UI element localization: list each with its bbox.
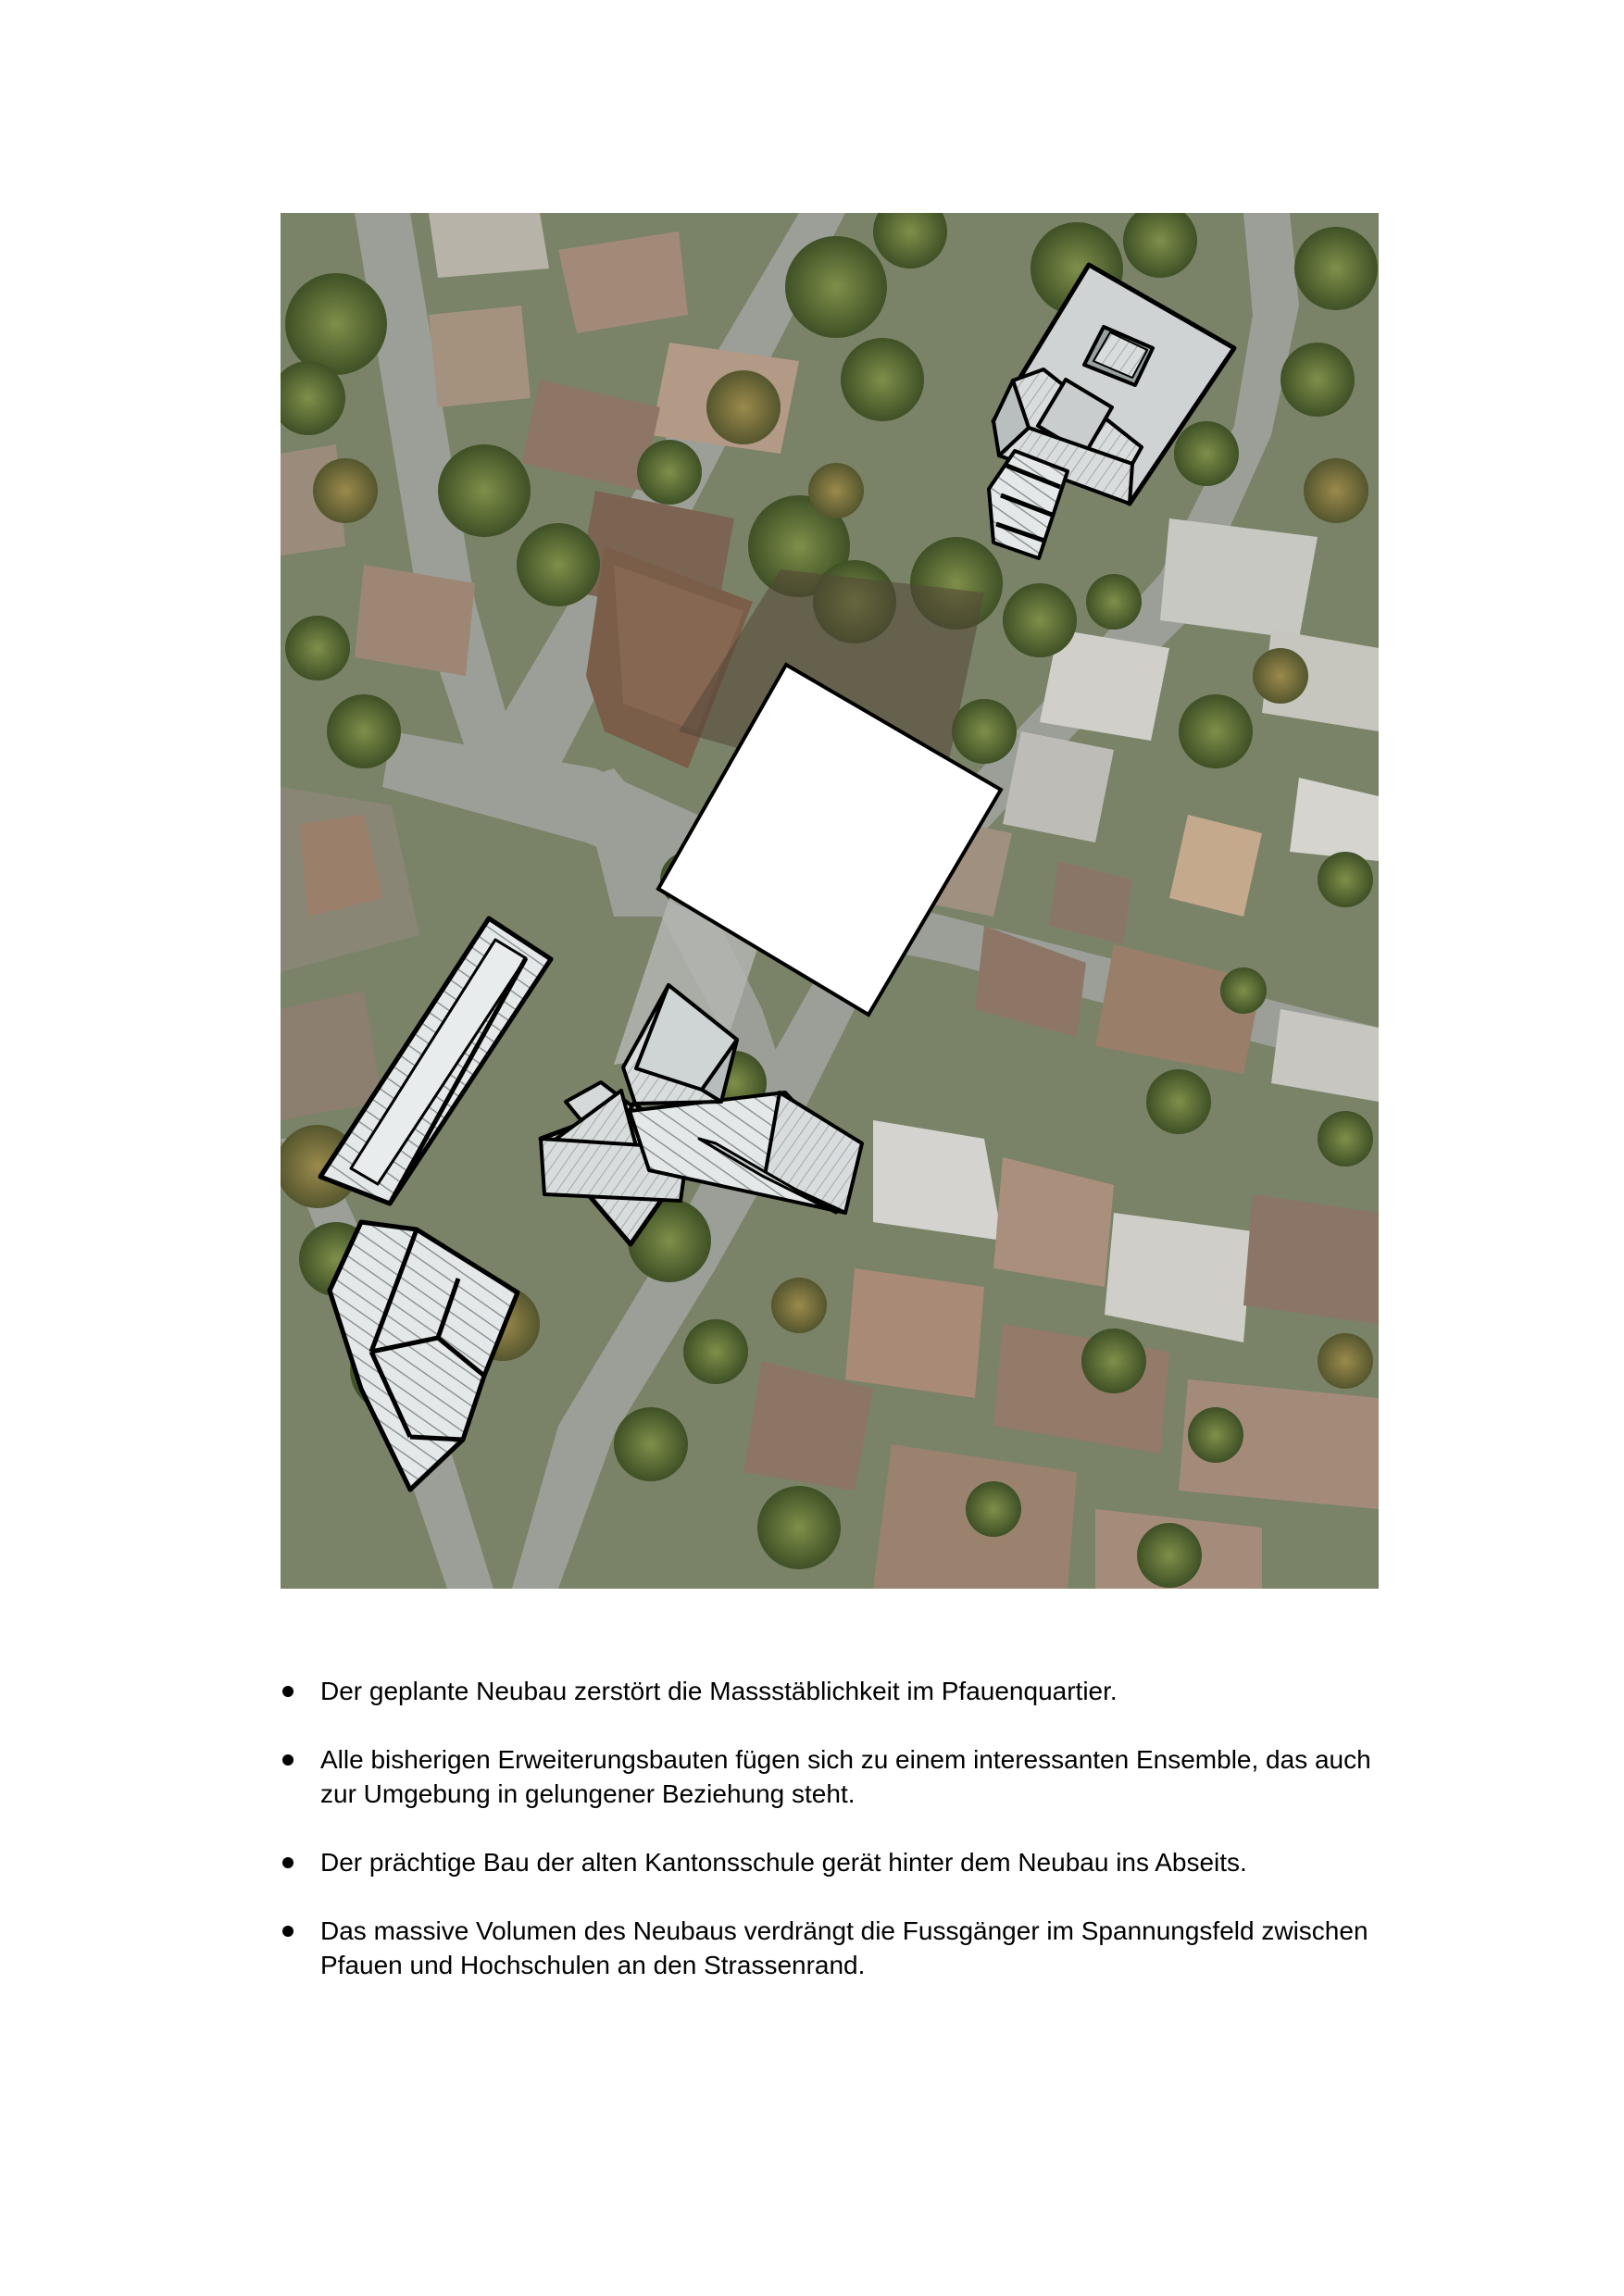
aerial-photo-svg: [281, 213, 1379, 1589]
bullet-text: Das massive Volumen des Neubaus verdrängt die Fussgänger im Spannungsfeld zwischen Pfauen und Hochschulen an den Strassenrand.: [320, 1916, 1368, 1979]
bullet-text: Der geplante Neubau zerstört die Massstäblichkeit im Pfauenquartier.: [320, 1677, 1118, 1705]
aerial-map: [281, 213, 1379, 1589]
bullet-list: [281, 1674, 1392, 2016]
bullet-item: [281, 1674, 1392, 1708]
bullet-item: [281, 1845, 1392, 1879]
bullet-text: Der prächtige Bau der alten Kantonsschule gerät hinter dem Neubau ins Abseits.: [320, 1848, 1247, 1877]
bullet-icon: [282, 1754, 294, 1766]
bullet-icon: [282, 1686, 294, 1697]
bullet-item: [281, 1742, 1392, 1811]
bullet-text: Alle bisherigen Erweiterungsbauten fügen sich zu einem interessanten Ensemble, das auch zur Umgebung in gelungener Beziehung steht.: [320, 1745, 1371, 1808]
bullet-icon: [282, 1857, 294, 1868]
bullet-icon: [282, 1926, 294, 1937]
bullet-item: [281, 1914, 1392, 1982]
